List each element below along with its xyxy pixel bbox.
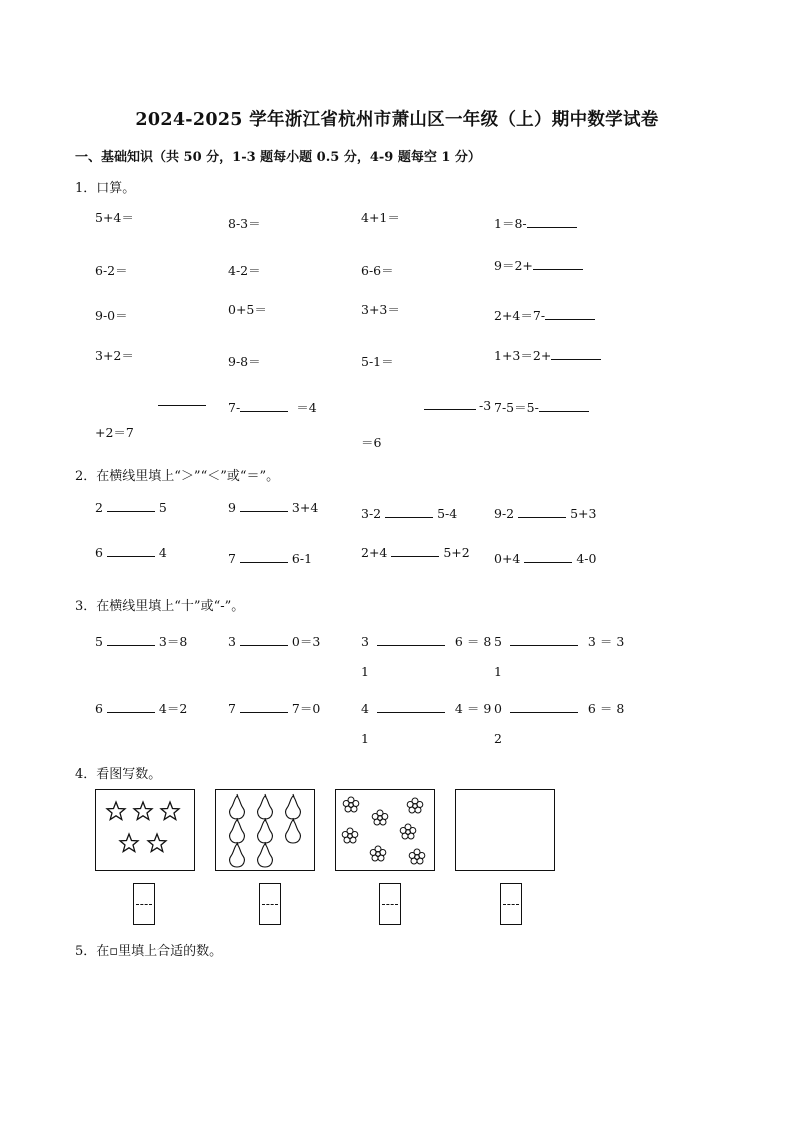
question-1-heading: 1．口算。 (75, 181, 136, 196)
answer-blank[interactable] (377, 644, 445, 646)
answer-blank[interactable] (527, 226, 577, 228)
compare-item: 3-2 5-4 (361, 506, 458, 521)
answer-box[interactable] (133, 883, 155, 925)
pear-icon (216, 790, 314, 870)
answer-blank[interactable] (107, 711, 155, 713)
answer-blank[interactable] (240, 561, 288, 563)
compare-item: 6 4 (95, 545, 167, 560)
answer-box[interactable] (500, 883, 522, 925)
picture-box-stars (95, 789, 195, 871)
picture-box-flowers (335, 789, 435, 871)
question-4-heading: 4．看图写数。 (75, 767, 162, 782)
compare-item: 9-2 5+3 (494, 506, 597, 521)
calc-item-tail: +2＝7 (95, 425, 134, 440)
sign-item-sub: 2 (494, 731, 502, 746)
answer-blank[interactable] (391, 555, 439, 557)
answer-blank[interactable] (240, 711, 288, 713)
answer-blank[interactable] (533, 268, 583, 270)
calc-item: 7- ＝4 (228, 400, 317, 415)
sign-item: 0 6 ＝ 8 (494, 701, 625, 716)
sign-item: 3 6 ＝ 8 (361, 634, 492, 649)
calc-item-tail: ＝6 (361, 435, 382, 450)
answer-blank[interactable] (539, 410, 589, 412)
compare-item: 0+4 4-0 (494, 551, 597, 566)
answer-blank[interactable] (545, 318, 595, 320)
calc-item: 4-2＝ (228, 263, 261, 278)
calc-item: 5+4＝ (95, 210, 134, 225)
calc-item: -3 (424, 398, 491, 413)
compare-item: 9 3+4 (228, 500, 319, 515)
answer-box[interactable] (379, 883, 401, 925)
answer-blank[interactable] (158, 405, 206, 406)
calc-item: 9＝2+ (494, 256, 583, 274)
sign-item: 5 3 ＝ 3 (494, 634, 625, 649)
sign-item: 4 4 ＝ 9 (361, 701, 492, 716)
sign-item: 6 4＝2 (95, 701, 188, 716)
page-title: 2024-2025 学年浙江省杭州市萧山区一年级（上）期中数学试卷 (135, 110, 659, 130)
answer-blank[interactable] (240, 410, 288, 412)
answer-blank[interactable] (510, 644, 578, 646)
answer-blank[interactable] (424, 408, 476, 410)
answer-blank[interactable] (524, 561, 572, 563)
dashed-divider (503, 904, 519, 905)
calc-item: 1+3＝2+ (494, 346, 601, 364)
answer-blank[interactable] (385, 516, 433, 518)
sign-item-sub: 1 (494, 664, 502, 679)
answer-blank[interactable] (518, 516, 566, 518)
answer-blank[interactable] (107, 644, 155, 646)
calc-item: 9-0＝ (95, 308, 128, 323)
sign-item: 7 7＝0 (228, 701, 321, 716)
answer-blank[interactable] (377, 711, 445, 713)
answer-blank[interactable] (107, 555, 155, 557)
dashed-divider (136, 904, 152, 905)
flower-icon (336, 790, 434, 870)
dashed-divider (262, 904, 278, 905)
calc-item: 4+1＝ (361, 210, 400, 225)
answer-blank[interactable] (107, 510, 155, 512)
question-5-heading: 5．在▫里填上合适的数。 (75, 944, 223, 959)
answer-blank[interactable] (510, 711, 578, 713)
calc-item: 6-2＝ (95, 263, 128, 278)
question-3-heading: 3．在横线里填上“十”或“-”。 (75, 599, 245, 614)
sign-item-sub: 1 (361, 664, 369, 679)
answer-blank[interactable] (240, 510, 288, 512)
calc-item: 9-8＝ (228, 354, 261, 369)
star-icon (96, 790, 194, 870)
compare-item: 2 5 (95, 500, 167, 515)
question-2-heading: 2．在横线里填上“＞”“＜”或“＝”。 (75, 469, 280, 484)
calc-item: 3+3＝ (361, 302, 400, 317)
compare-item: 7 6-1 (228, 551, 313, 566)
calc-item: 1＝8- (494, 214, 577, 232)
calc-item: 7-5＝5- (494, 398, 589, 416)
answer-box[interactable] (259, 883, 281, 925)
section-heading: 一、基础知识（共 50 分，1-3 题每小题 0.5 分，4-9 题每空 1 分） (75, 150, 481, 165)
sign-item-sub: 1 (361, 731, 369, 746)
sign-item: 3 0＝3 (228, 634, 321, 649)
calc-item: 8-3＝ (228, 216, 261, 231)
compare-item: 2+4 5+2 (361, 545, 470, 560)
calc-item: 3+2＝ (95, 348, 134, 363)
answer-blank[interactable] (240, 644, 288, 646)
calc-item: 2+4＝7- (494, 306, 595, 324)
sign-item: 5 3＝8 (95, 634, 188, 649)
picture-box-empty (455, 789, 555, 871)
answer-blank[interactable] (551, 358, 601, 360)
calc-item: 0+5＝ (228, 302, 267, 317)
picture-box-pears (215, 789, 315, 871)
dashed-divider (382, 904, 398, 905)
calc-item: 6-6＝ (361, 263, 394, 278)
calc-item: 5-1＝ (361, 354, 394, 369)
